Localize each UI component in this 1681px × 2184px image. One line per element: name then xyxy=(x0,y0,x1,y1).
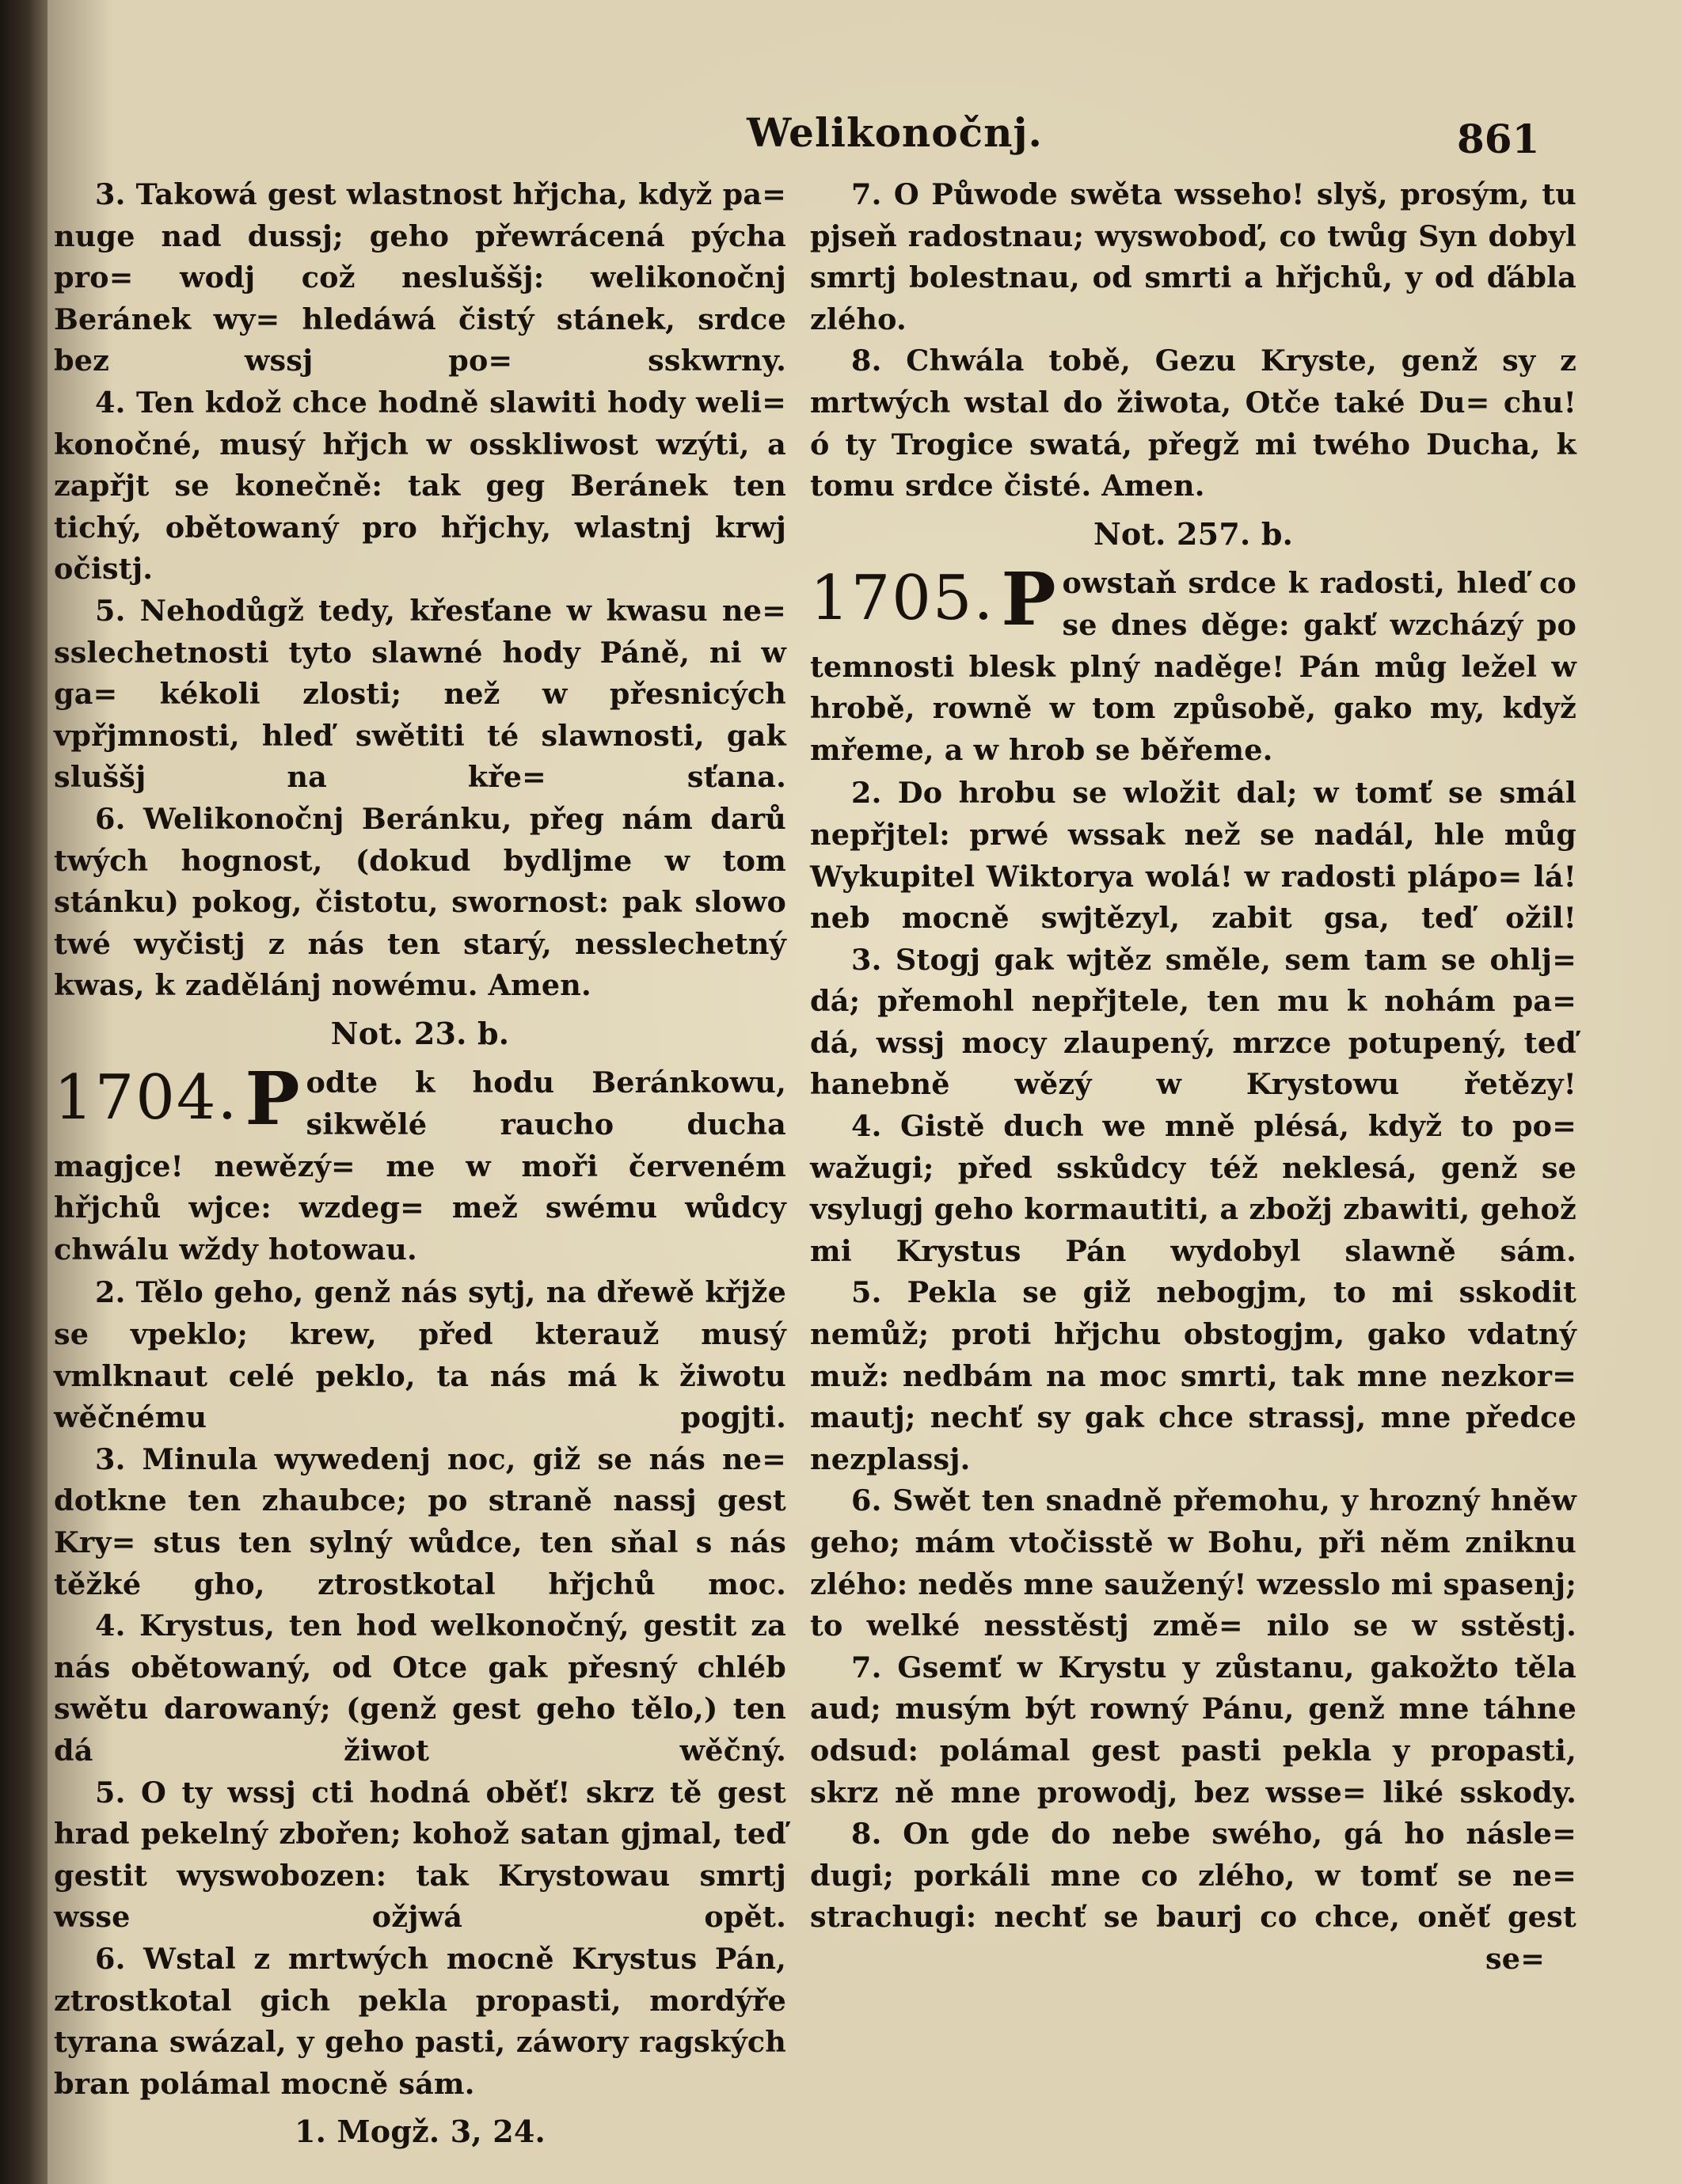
hymn-number: 1705. xyxy=(810,563,995,635)
drop-cap: P xyxy=(245,1056,300,1142)
verse-paragraph: 6. Swět ten snadně přemohu, y hrozný hněw geho; mám vtočisstě w Bohu, při něm zniknu zlého: neděs mne saužený! wzesslo mi spasenj; to welké nesstěstj změ= nilo se w sstěstj. xyxy=(810,1483,1576,1643)
hymn-1704 xyxy=(54,1056,786,1271)
verse-paragraph: 2. Tělo geho, genž nás sytj, na dřewě křjže se vpeklo; krew, před kterauž musý vmlknaut celé peklo, ta nás má k žiwotu wěčnému pogjti. xyxy=(54,1275,786,1435)
verse-paragraph: 5. Nehodůgž tedy, křesťane w kwasu ne= sslechetnosti tyto slawné hody Páně, ni w ga= kékoli zlosti; než w přesnicých vpřjmnosti, hleď swětiti té slawnosti, gak sluššj na kře= sťana. xyxy=(54,593,786,795)
catchword: se= xyxy=(1485,1941,1545,1976)
verse-paragraph: 8. Chwála tobě, Gezu Kryste, genž sy z mrtwých wstal do žiwota, Otče také Du= chu! ó ty Trogice swatá, přegž mi twého Ducha, k tomu srdce čisté. Amen. xyxy=(810,344,1576,503)
verse-paragraph: 7. O Půwode swěta wsseho! slyš, prosým, tu pjseň radostnau; wyswoboď, co twůg Syn dobyl smrtj bolestnau, od smrti a hřjchů, y od ďábla zlého. xyxy=(810,177,1576,336)
hymn-1705 xyxy=(810,556,1576,771)
verse-paragraph: 3. Minula wywedenj noc, giž se nás ne= dotkne ten zhaubce; po straně nassj gest Kry= stus ten sylný wůdce, ten sňal s nás těžké gho, ztrostkotal hřjchů moc. xyxy=(54,1441,786,1601)
verse-paragraph: 3. Stogj gak wjtěz směle, sem tam se ohlj= dá; přemohl nepřjtele, ten mu k nohám pa= dá, wssj mocy zlaupený, mrzce potupený, teď hanebně wězý w Krystowu řetězy! xyxy=(810,942,1576,1102)
verse-paragraph: 3. Takowá gest wlastnost hřjcha, když pa= nuge nad dussj; geho přewrácená pýcha pro= wodj což nesluššj: welikonočnj Beránek wy= hledáwá čistý stánek, srdce bez wssj po= sskwrny. xyxy=(54,177,786,378)
verse-paragraph: 5. Pekla se giž nebogjm, to mi sskodit nemůž; proti hřjchu obstogjm, gako vdatný muž: nedbám na moc smrti, tak mne nezkor= mautj; nechť sy gak chce strassj, mne předce nezplassj. xyxy=(810,1275,1576,1476)
verse-paragraph: 4. Gistě duch we mně plésá, když to po= wažugi; před sskůdcy též neklesá, genž se vsylugj geho kormautiti, a zbožj zbawiti, gehož mi Krystus Pán wydobyl slawně sám. xyxy=(810,1109,1576,1268)
hymn-first-verse: owstaň srdce k radosti, hleď co se dnes děge: gakť wzcházý po temnosti blesk plný naděge! Pán můg ležel w hrobě, rowně w tom způsobě, gako my, když mřeme, a w hrob se běřeme. xyxy=(810,566,1576,767)
scripture-reference: 1. Mogž. 3, 24. xyxy=(295,2114,546,2150)
verse-paragraph: 6. Welikonočnj Beránku, přeg nám darů twých hognost, (dokud bydljme w tom stánku) pokog, čistotu, swornost: pak slowo twé wyčistj z nás ten starý, nesslechetný kwas, k zadělánj nowému. Amen. xyxy=(54,801,786,1003)
running-head: Welikonočnj. xyxy=(747,109,1043,156)
hymn-number: 1704. xyxy=(54,1062,239,1134)
drop-cap: P xyxy=(1001,556,1056,643)
verse-paragraph: 6. Wstal z mrtwých mocně Krystus Pán, ztrostkotal gich pekla propasti, mordýře tyrana swázal, y geho pasti, záwory ragských bran polámal mocně sám. xyxy=(54,1941,786,2101)
verse-paragraph: 4. Krystus, ten hod welkonočný, gestit za nás obětowaný, od Otce gak přesný chléb swětu darowaný; (genž gest geho tělo,) ten dá žiwot wěčný. xyxy=(54,1609,786,1768)
left-column xyxy=(54,174,786,2169)
verse-paragraph: 7. Gsemť w Krystu y zůstanu, gakožto těla aud; musým být rowný Pánu, genž mne táhne odsud: polámal gest pasti pekla y propasti, skrz ně mne prowodj, bez wsse= liké sskody. xyxy=(810,1650,1576,1810)
verse-paragraph: 4. Ten kdož chce hodně slawiti hody weli= konočné, musý hřjch w osskliwost wzýti, a zapřjt se konečně: tak geg Beránek ten tichý, obětowaný pro hřjchy, wlastnj krwj očistj. xyxy=(54,385,786,587)
hymn-first-verse: odte k hodu Beránkowu, sikwělé raucho ducha magjce! newězý= me w moři červeném hřjchů wjce: wzdeg= mež swému wůdcy chwálu wždy hotowau. xyxy=(54,1065,786,1267)
book-page xyxy=(48,0,1681,2184)
verse-paragraph: 8. On gde do nebe swého, gá ho násle= dugi; porkáli mne co zlého, w tomť se ne= strachugi: nechť se baurj co chce, oněť gest xyxy=(810,1817,1576,1935)
melody-reference: Not. 257. b. xyxy=(1093,515,1294,552)
right-column xyxy=(810,174,1576,1981)
verse-paragraph: 5. O ty wssj cti hodná oběť! skrz tě gest hrad pekelný zbořen; kohož satan gjmal, teď gestit wyswobozen: tak Krystowau smrtj wsse ožjwá opět. xyxy=(54,1775,786,1935)
page-number: 861 xyxy=(1457,116,1540,162)
verse-paragraph: 2. Do hrobu se wložit dal; w tomť se smál nepřjtel: prwé wssak než se nadál, hle můg Wykupitel Wiktorya wolá! w radosti plápo= lá! neb mocně swjtězyl, zabit gsa, teď ožil! xyxy=(810,776,1576,936)
melody-reference: Not. 23. b. xyxy=(330,1015,510,1051)
